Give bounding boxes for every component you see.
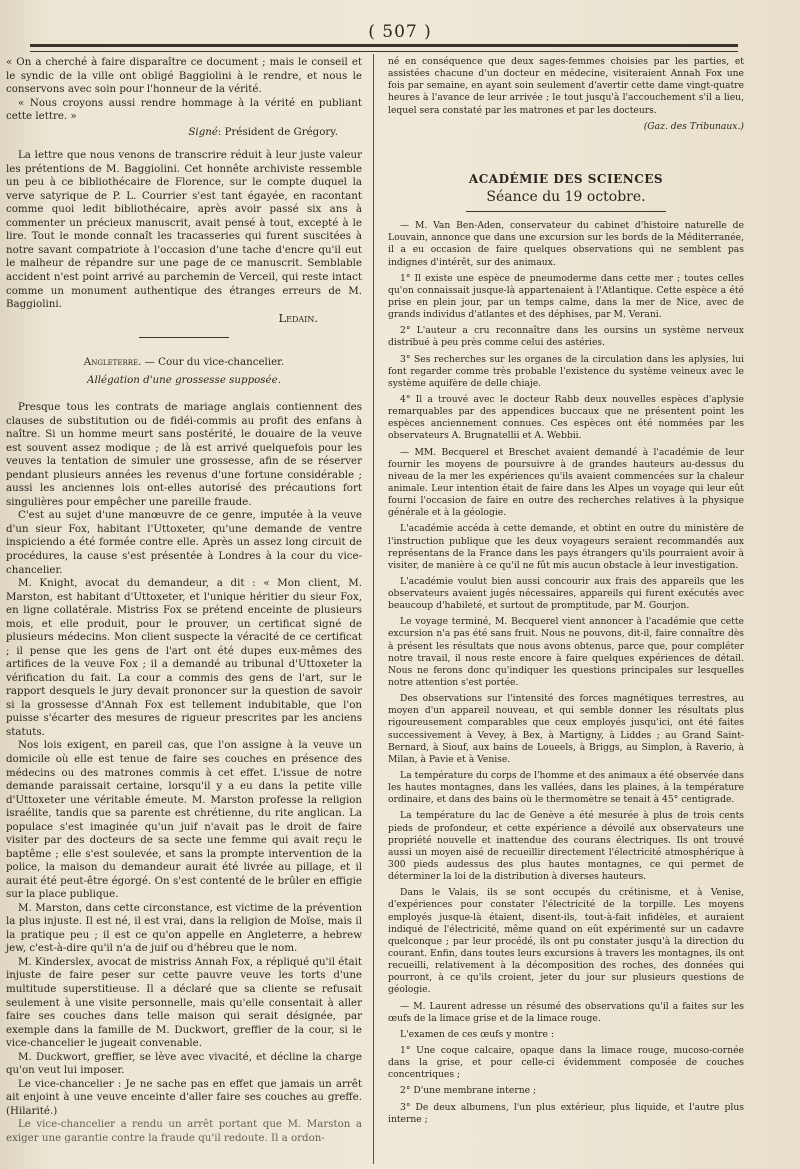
source-citation: (Gaz. des Tribunaux.) <box>643 120 744 132</box>
paragraph: La température du corps de l'homme et des animaux a été observée dans les hautes montagnes, dans les vallées, dans les plaines, à la température ordinaire, et dans des bains où le thermomètre se tenait à 45° centigrade. <box>388 770 744 806</box>
section-court: — Cour du vice-chancelier. <box>141 356 285 369</box>
paragraph: 4° Il a trouvé avec le docteur Rabb deux nouvelles espèces d'aplysie remarquables par des appendices buccaux que ne présentent point les espèces anciennement connues. Ces espèces ont été nommées par les observateurs A. Brugnatellii et A. Webbii. <box>388 393 744 442</box>
paragraph: 3° Ses recherches sur les organes de la circulation dans les aplysies, lui font regarder comme très probable l'existence du système veineux avec le système aquifère de delle chiaje. <box>388 353 744 389</box>
paragraph: — M. Laurent adresse un résumé des observations qu'il a faites sur les œufs de la limace grise et de la limace rouge. <box>388 1000 744 1024</box>
paragraph: M. Knight, avocat du demandeur, a dit : « Mon client, M. Marston, est habitant d'Uttoxeter, et l'unique héritier du sieur Fox, en ligne collatérale. Mistriss Fox se prétend enceinte de plusieurs mois, et elle produit, pour le prouver, un certificat signé de plusieurs médecins. Mon client suspecte la véracité de ce certificat ; il pense que les gens de l'art ont été dupes eux-mêmes des artifices de la veuve Fox ; il a demandé au tribunal d'Uttoxeter la vérification du fait. La cour a commis des gens de l'art, sur le rapport desquels le jury devait prononcer sur la question de savoir si la grossesse d'Annah Fox est tellement indubitable, que l'on puisse s'écarter des mesures de rigueur prescrites par les anciens statuts. <box>6 577 362 738</box>
header-rule <box>30 44 738 52</box>
paragraph: M. Duckwort, greffier, se lève avec vivacité, et décline la charge qu'on veut lui imposer. <box>6 1050 362 1077</box>
column-divider <box>373 54 374 1164</box>
paragraph: Des observations sur l'intensité des forces magnétiques terrestres, au moyen d'un appareil nouveau, et qui semble donner les résultats plus rigoureusement comparables que ceux employés jusqu'ici, ont été faites successivement à Vevey, à Bex, à Martigny, à Liddes ; au Grand Saint-Bernard, à Siouf, aux bains de Loueels, à Briggs, au Simplon, à Raverio, à Milan, à Pavie et à Venise. <box>388 693 744 765</box>
paragraph: — M. Van Ben-Aden, conservateur du cabinet d'histoire naturelle de Louvain, annonce que dans une excursion sur les bords de la Méditerranée, il a eu occasion de faire quelques observations qui ne semblent pas indignes d'intérêt, sur des animaux. <box>388 220 744 268</box>
paragraph: « On a cherché à faire disparaître ce document ; mais le conseil et le syndic de la ville ont obligé Baggiolini à le rendre, et nous le conservons avec soin pour l'honneur de la vérité. <box>6 56 362 96</box>
academy-title: ACADÉMIE DES SCIENCES <box>468 171 664 186</box>
paragraph: Le vice-chancelier : Je ne sache pas en effet que jamais un arrêt ait enjoint à une veuve enceinte d'aller faire ses couches au greffe. (Hilarité.) <box>6 1077 362 1117</box>
section-country: Angleterre. <box>83 356 142 369</box>
left-column <box>2 56 364 1145</box>
signature <box>6 126 338 140</box>
paragraph: C'est au sujet d'une manœuvre de ce genre, imputée à la veuve d'un sieur Fox, habitant l'Uttoxeter, qu'une demande de ventre inspiciendo a été formée contre elle. Après un assez long circuit de procédures, la cause s'est présentée à Londres à la cour du vice-chancelier. <box>6 509 362 576</box>
paragraph: Nos lois exigent, en pareil cas, que l'on assigne à la veuve un domicile où elle est tenue de faire ses couches en présence des médecins ou des matrones commis à cet effet. L'issue de notre demande paraissait certaine, lorsqu'il y a eu dans la petite ville d'Uttoxeter une véritable émeute. M. Marston professe la religion israélite, tandis que sa parente est chrétienne, du rite anglican. La populace s'est imaginée qu'un juif n'avait pas le droit de faire visiter par des docteurs de sa secte une femme qui avait reçu le baptême ; elle s'est soulevée, et sans la prompte intervention de la police, la maison du demandeur aurait été livrée au pillage, et il aurait été peut-être égorgé. On s'est contenté de le brûler en effigie sur la place publique. <box>6 739 362 901</box>
academy-session: Séance du 19 octobre. <box>486 188 646 205</box>
right-column <box>386 56 748 1130</box>
paragraph: « Nous croyons aussi rendre hommage à la vérité en publiant cette lettre. » <box>6 96 362 123</box>
signature-text: : Président de Grégory. <box>217 125 338 138</box>
paragraph: M. Marston, dans cette circonstance, est victime de la prévention la plus injuste. Il est né, il est vrai, dans la religion de Moïse, mais il la pratique peu ; il est ce qu'on appelle en Angleterre, a hebrew jew, c'est-à-dire qu'il n'a de juif ou d'hébreu que le nom. <box>6 901 362 955</box>
paragraph: La lettre que nous venons de transcrire réduit à leur juste valeur les prétentions de M. Baggiolini. Cet honnête archiviste ressemble un peu à ce bibliothécaire de Florence, sur le compte duquel la verve satyrique de P. L. Courrier s'est tant égayée, en racontant comme quoi ledit bibliothécaire, après avoir passé six ans à commenter un précieux manuscrit, avait pensé à tout, excepté à le lire. Tout le monde connaît les tracasseries qui furent suscitées à notre savant compatriote à l'occasion d'une tache d'encre qu'il eut le malheur de répandre sur une page de ce manuscrit. Semblable accident n'est point arrivé au parchemin de Verceil, qui reste intact comme un monument authentique des étranges erreurs de M. Baggiolini. <box>6 149 362 311</box>
paragraph: 2° D'une membrane interne ; <box>400 1085 537 1097</box>
section-rule <box>139 337 229 338</box>
paragraph: — MM. Becquerel et Breschet avaient demandé à l'académie de leur fournir les moyens de poursuivre à de grandes hauteurs au-dessus du niveau de la mer les expériences qu'ils avaient commencées sur la chaleur animale. Leur intention était de faire dans les Alpes un voyage qui leur eût fourni l'occasion de faire en outre des recherches relatives à la physique générale et à la géologie. <box>388 446 744 519</box>
signature-label: Signé <box>188 125 218 138</box>
paragraph: L'académie accéda à cette demande, et obtint en outre du ministère de l'instruction publique que les deux voyageurs seraient recommandés aux représentans de la France dans les pays étrangers qu'ils pourraient avoir à visiter, de manière à ce qu'il ne fût mis aucun obstacle à leur investigation. <box>388 523 744 571</box>
paragraph: Dans le Valais, ils se sont occupés du crétinisme, et à Venise, d'expériences pour constater l'électricité de la torpille. Les moyens employés jusque-là étaient, disent-ils, tout-à-fait infidèles, et auraient indiqué de l'électricité, même quand on eût expérimenté sur un cadavre quelconque ; par leur procédé, ils ont pu constater jusqu'à la direction du courant. Enfin, dans toutes leurs excursions à travers les montagnes, ils ont recueilli, relativement à la décomposition des roches, des données qui pourront, à ce qu'ils croient, jeter du jour sur plusieurs questions de géologie. <box>388 887 744 996</box>
academy-rule <box>466 211 666 212</box>
paragraph: L'examen de ces œufs y montre : <box>400 1028 555 1040</box>
paragraph: M. Kinderslex, avocat de mistriss Annah Fox, a répliqué qu'il était injuste de faire peser sur cette pauvre veuve les torts d'une multitude superstitieuse. Il a déclaré que sa cliente se refusait seulement à une visite personnelle, mais qu'elle consentait à aller faire ses couches dans telle maison qui serait désignée, par exemple dans la famille de M. Duckwort, greffier de la cour, si le vice-chancelier le jugeait convenable. <box>6 955 362 1050</box>
author-byline: Ledain. <box>278 310 318 325</box>
paragraph: 3° De deux albumens, l'un plus extérieur, plus liquide, et l'autre plus interne ; <box>388 1101 744 1125</box>
page-number: ( 507 ) <box>368 22 432 42</box>
paragraph: Le vice-chancelier a rendu un arrêt portant que M. Marston a exiger une garantie contre la fraude qu'il redoute. Il a ordon- <box>6 1118 362 1144</box>
paragraph: L'académie voulut bien aussi concourir aux frais des appareils que les observateurs avaient jugés nécessaires, appareils qui furent exécutés avec beaucoup d'habileté, et surtout de promptitude, par M. Gourjon. <box>388 575 744 612</box>
paragraph: Presque tous les contrats de mariage anglais contiennent des clauses de substitution ou de fidéi-commis au profit des enfans à naître. Si un homme meurt sans postérité, le douaire de la veuve est souvent assez modique ; de là est arrivé quelquefois pour les veuves la tentation de simuler une grossesse, afin de se réserver pendant plusieurs années les revenus d'une fortune considérable ; aussi les anciennes lois ont-elles autorisé des précautions fort singulières pour empêcher une pareille fraude. <box>6 401 362 508</box>
paragraph: 2° L'auteur a cru reconnaître dans les oursins un système nerveux distribué à peu près comme celui des astéries. <box>388 325 744 349</box>
section-heading <box>6 356 362 370</box>
paragraph: La température du lac de Genève a été mesurée à plus de trois cents pieds de profondeur, et cette expérience a dévoilé aux observateurs une propriété nouvelle et inattendue des courans électriques. Ils ont trouvé aussi un moyen aisé de recueillir directement l'électricité atmosphérique à 300 pieds audessus des plus hautes montagnes, ce qui permet de déterminer la loi de la distribution à diverses hauteurs. <box>388 810 744 883</box>
paragraph: Le voyage terminé, M. Becquerel vient annoncer à l'académie que cette excursion n'a pas été sans fruit. Nous ne pouvons, dit-il, faire connaître dès à présent les résultats que nous avons obtenus, parce que, pour compléter notre travail, il nous reste encore à faire quelques expériences de détail. Nous ne ferons donc qu'indiquer les questions principales sur lesquelles notre attention s'est portée. <box>388 616 744 689</box>
section-subtitle: Allégation d'une grossesse supposée. <box>87 373 281 386</box>
paragraph: né en conséquence que deux sages-femmes choisies par les parties, et assistées chacune d'un docteur en médecine, visiteraient Annah Fox une fois par semaine, en ayant soin seulement d'avertir cette dame vingt-quatre heures à l'avance de leur arrivée ; le tout jusqu'à l'accouchement s'il a lieu, lequel sera constaté par les matrones et par les docteurs. <box>388 56 744 116</box>
paragraph: 1° Une coque calcaire, opaque dans la limace rouge, mucoso-cornée dans la grise, et pour celle-ci évidemment composée de couches concentriques ; <box>388 1044 744 1081</box>
paragraph: 1° Il existe une espèce de pneumoderme dans cette mer ; toutes celles qu'on connaissait jusque-là appartenaient à l'Atlantique. Cette espèce a été prise en plein jour, par un temps calme, dans la mer de Nice, avec de grands individus d'atlantes et des déphises, par M. Verani. <box>388 272 744 321</box>
